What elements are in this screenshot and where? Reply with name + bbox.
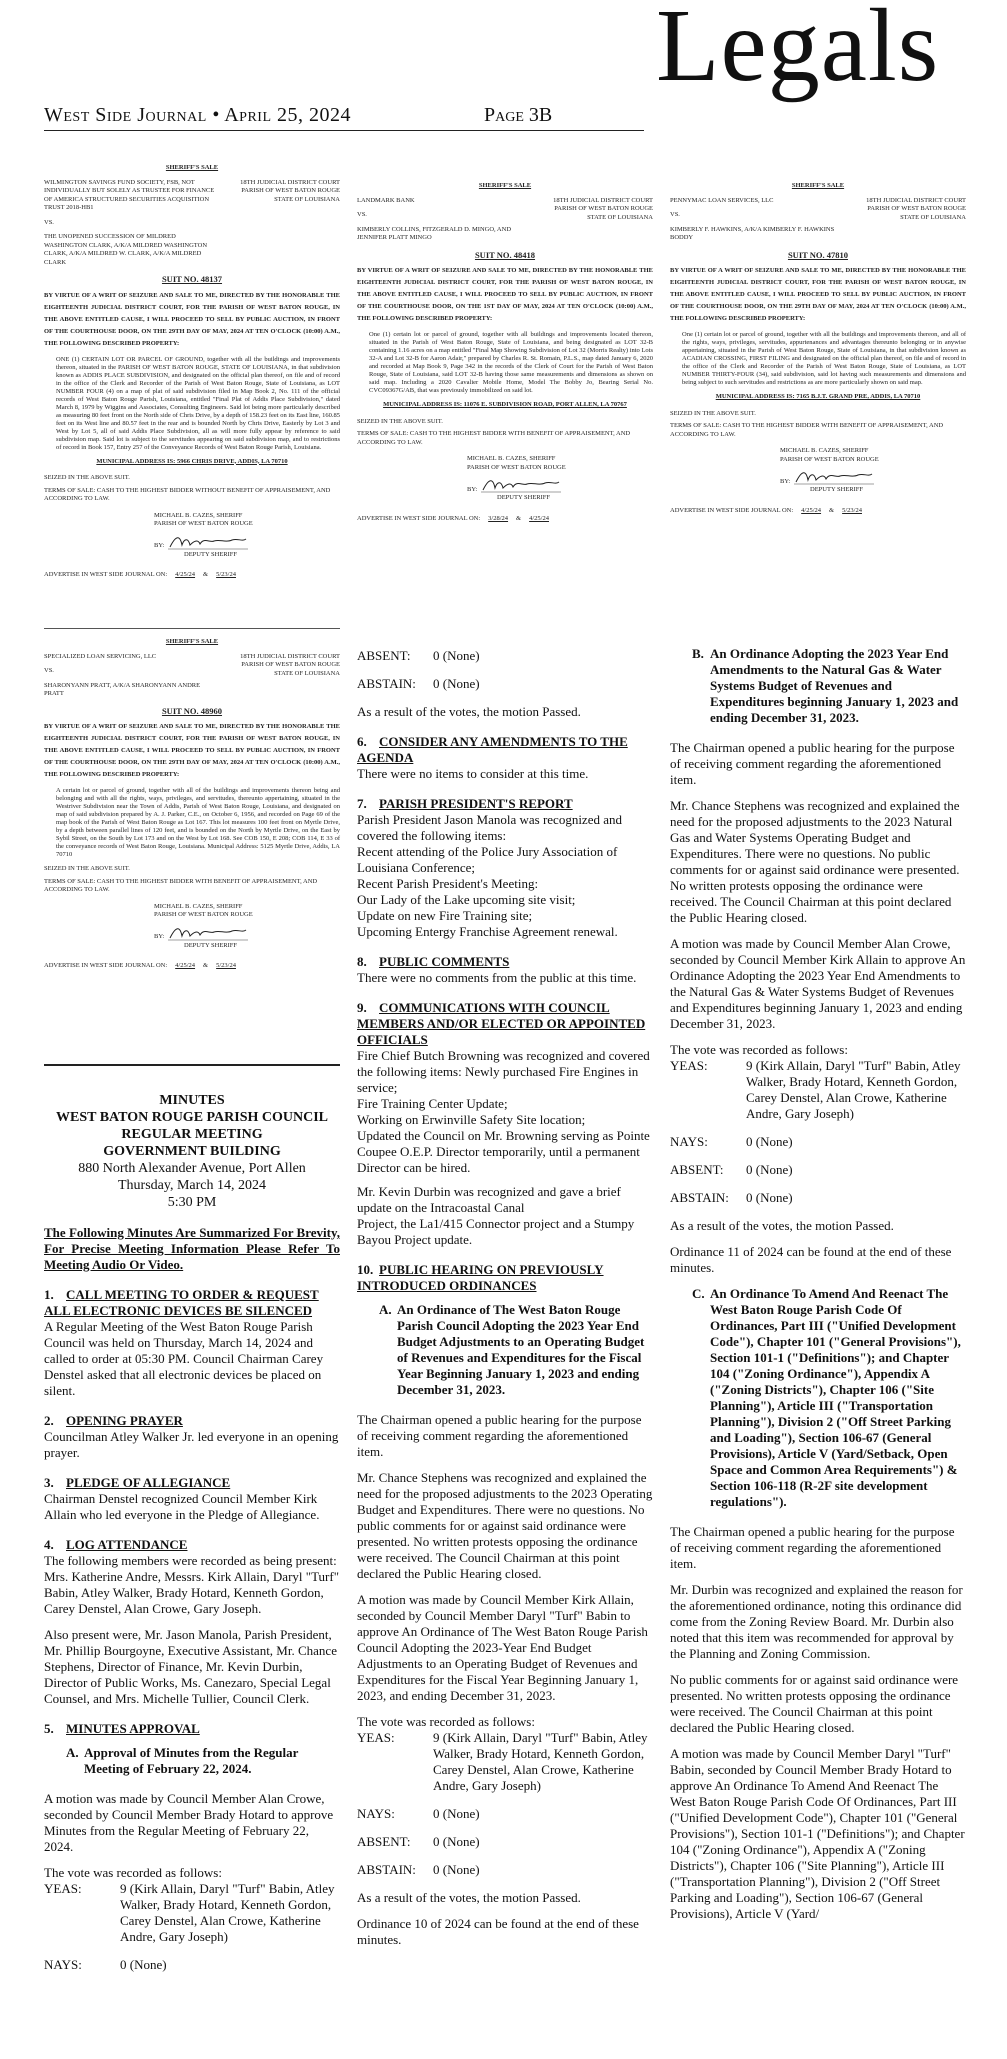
divider [44, 1064, 340, 1066]
section-number: 9. [357, 1000, 367, 1015]
notice-seized: SEIZED IN THE ABOVE SUIT. [44, 474, 130, 481]
notice-date-2: 5/23/24 [842, 506, 862, 514]
item-title [44, 1745, 340, 1777]
notice-plaintiff: PENNYMAC LOAN SERVICES, LLC [670, 196, 774, 204]
notice-sheriff-parish: PARISH OF WEST BATON ROUGE [154, 520, 253, 527]
section-opening-prayer [44, 1413, 340, 1461]
notice-deputy: DEPUTY SHERIFF [184, 550, 238, 558]
section-number: 7. [357, 796, 367, 811]
notice-suit-number: SUIT NO. 47810 [787, 249, 849, 260]
section-body: The following members were recorded as being present: Mrs. Katherine Andre, Messrs. Kirk Allain, Daryl "Turf" Babin, Atley Walker, Brady Hotard, Kenneth Gordon, Carey Denstel, Alan Crowe, Gary Joseph. [44, 1553, 340, 1616]
vote-result: As a result of the votes, the motion Passed. [357, 1890, 581, 1905]
vote-label: ABSENT: [357, 648, 411, 663]
hearing-text: The Chairman opened a public hearing for the purpose of receiving comment regarding the aforementioned item. [670, 740, 955, 787]
notice-date-2: 5/23/24 [216, 962, 236, 969]
vote-intro: The vote was recorded as follows: [357, 1714, 535, 1729]
section-body: There were no comments from the public at this time. [357, 970, 637, 985]
vote-nays [357, 1806, 653, 1822]
notice-defendant: KIMBERLY COLLINS, FITZGERALD D. MINGO, AND JENNIFER PLATT MINGO [357, 225, 512, 241]
report-line: Recent Parish President's Meeting: [357, 876, 539, 891]
notice-signature [154, 924, 340, 942]
section-body: There were no items to consider at this time. [357, 766, 589, 781]
notice-suit-number: SUIT NO. 48960 [161, 705, 223, 716]
notice-address: MUNICIPAL ADDRESS IS: 7165 B.J.T. GRAND PRE, ADDIS, LA 70710 [715, 393, 921, 400]
notice-plaintiff: WILMINGTON SAVINGS FUND SOCIETY, FSB, NOT INDIVIDUALLY BUT SOLELY AS TRUSTEE FOR FINANCE OF AMERICA STRUCTURED SECURITIES ACQUISITION TRUST 2018-HB1 [44, 178, 215, 211]
vote-intro: The vote was recorded as follows: [44, 1865, 222, 1880]
notice-amp: & [203, 571, 209, 578]
notice-terms: TERMS OF SALE: CASH TO THE HIGHEST BIDDER WITH BENEFIT OF APPRAISEMENT, AND ACCORDING TO LAW. [670, 422, 944, 438]
item-letter: A. [66, 1745, 79, 1760]
report-line: Recent attending of the Police Jury Association of Louisiana Conference; [357, 844, 618, 875]
notice-heading: SHERIFF'S SALE [791, 182, 845, 189]
notice-plaintiff: LANDMARK BANK [357, 196, 415, 204]
report-line: Parish President Jason Manola was recognized and covered the following items: [357, 812, 622, 843]
section-number: 2. [44, 1413, 54, 1428]
notice-signature [467, 476, 653, 494]
notice-date-2: 4/25/24 [529, 514, 549, 522]
meeting-type: REGULAR MEETING [121, 1127, 263, 1142]
vote-label: YEAS: [357, 1730, 395, 1745]
vote-yeas [670, 1058, 966, 1122]
section-title: OPENING PRAYER [66, 1413, 183, 1428]
vote-absent [357, 648, 653, 664]
notice-date-1: 4/25/24 [801, 506, 822, 514]
notice-address: MUNICIPAL ADDRESS IS: 11076 E. SUBDIVISION ROAD, PORT ALLEN, LA 70767 [383, 401, 627, 408]
section-number: 4. [44, 1537, 54, 1552]
section-title: PLEDGE OF ALLEGIANCE [66, 1475, 231, 1490]
section-title: MINUTES APPROVAL [66, 1721, 200, 1736]
vote-value: 0 (None) [746, 1134, 793, 1149]
notice-defendant: THE UNOPENED SUCCESSION OF MILDRED WASHINGTON CLARK, A/K/A MILDRED WASHINGTON CLARK, A/K/A MILDRED W. CLARK, A/K/A MILDRED CLARK [44, 233, 208, 266]
notice-heading: SHERIFF'S SALE [478, 182, 532, 189]
notice-date-1: 4/25/24 [175, 962, 196, 969]
notice-court: 18TH JUDICIAL DISTRICT COURT [240, 652, 340, 660]
ordinance-title [670, 646, 966, 726]
vote-label: NAYS: [670, 1134, 708, 1149]
notice-state: STATE OF LOUISIANA [274, 195, 340, 203]
meeting-location: GOVERNMENT BUILDING [103, 1144, 281, 1159]
notice-seized: SEIZED IN THE ABOVE SUIT. [357, 417, 443, 425]
section-presidents-report [357, 796, 653, 940]
notice-signature [154, 533, 340, 551]
notice-body: BY VIRTUE OF A WRIT OF SEIZURE AND SALE TO ME, DIRECTED BY THE HONORABLE THE EIGHTEENTH JUDICIAL DISTRICT COURT, FOR THE PARISH OF WEST BATON ROUGE, IN THE ABOVE ENTITLED CAUSE, I WILL PROCEED TO SELL BY PUBLIC AUCTION, IN FRONT OF THE COURTHOUSE DOOR, ON THE 29TH DAY OF MAY, 2024 AT TEN O'CLOCK (10:00) A.M., THE FOLLOWING DESCRIBED PROPERTY: [670, 267, 966, 322]
section-body: Also present were, Mr. Jason Manola, Parish President, Mr. Phillip Bourgoyne, Executive Assistant, Mr. Chance Stephens, Director of Finance, Mr. Kevin Durbin, Director of Public Works, Ms. Canezaro, Special Legal Counsel, and Mrs. Michelle Tullier, Council Clerk. [44, 1627, 337, 1706]
report-line: Our Lady of the Lake upcoming site visit; [357, 892, 576, 907]
vote-value: 9 (Kirk Allain, Daryl "Turf" Babin, Atley Walker, Brady Hotard, Kenneth Gordon, Carey Denstel, Alan Crowe, Katherine Andre, Gary Joseph) [746, 1058, 961, 1121]
notice-parties [44, 179, 340, 268]
notice-state: STATE OF LOUISIANA [900, 213, 966, 221]
notice-terms: TERMS OF SALE: CASH TO THE HIGHEST BIDDER WITH BENEFIT OF APPRAISEMENT, AND ACCORDING TO LAW. [357, 430, 631, 446]
signature-icon [794, 468, 874, 486]
section-number: 1. [44, 1287, 54, 1302]
ordinance-title-text: An Ordinance of The West Baton Rouge Parish Council Adopting the 2023 Year End Budget Adjustments to an Operating Budget of Revenues and Expenditures for the Fiscal Year Beginning January 1, 2023 and ending December 31, 2023. [397, 1302, 645, 1397]
notice-court: 18TH JUDICIAL DISTRICT COURT [866, 196, 966, 204]
notice-date-1: 4/25/24 [175, 571, 196, 578]
notice-property-description: A certain lot or parcel of ground, together with all of the buildings and improvements thereon being and belonging and with all the rights, ways, privileges, and servitudes, thereunto appertaining, situated in the Westriver Subdivision near the Town of Addis, Parish of West Baton Rouge, Louisiana, and designated on map of said subdivision prepared by A. J. Parker, C.E., on October 6, 1956, and recorded on Page 69 of the map book of the Parish of West Baton Rouge as Lot 167. This lot measures 100 feet front on Myrtle Drive, by a depth between parallel lines of 120 feet, and is bounded on the North by Myrtle Drive, on the East by Sybil Street, on the South by Lot 173 and on the West by Lot 168. See COB 150, E 208; COB 114, E 33 of the conveyance records of West Baton Rouge, Louisiana. Municipal Address: 5125 Myrtle Drive, Addis, LA 70710 [56, 787, 340, 858]
meeting-time: 5:30 PM [167, 1195, 217, 1210]
vote-value: 0 (None) [433, 1862, 480, 1877]
notice-amp: & [203, 962, 209, 969]
notice-amp: & [516, 514, 522, 522]
notice-deputy: DEPUTY SHERIFF [497, 494, 551, 501]
minutes-header [44, 1092, 340, 1211]
vote-value: 0 (None) [746, 1190, 793, 1205]
section-title: PUBLIC COMMENTS [379, 954, 510, 969]
notice-heading: SHERIFF'S SALE [165, 164, 219, 171]
vote-abstain [357, 676, 653, 692]
notice-suit-number: SUIT NO. 48137 [161, 274, 223, 284]
notice-advertise [44, 962, 340, 971]
vote-label: ABSENT: [357, 1834, 411, 1849]
vote-intro: The vote was recorded as follows: [670, 1042, 848, 1057]
notice-body: BY VIRTUE OF A WRIT OF SEIZURE AND SALE TO ME, DIRECTED BY THE HONORABLE THE EIGHTEENTH JUDICIAL DISTRICT COURT, FOR THE PARISH OF WEST BATON ROUGE, IN THE ABOVE ENTITLED CAUSE, I WILL PROCEED TO SELL BY PUBLIC AUCTION, IN FRONT OF THE COURTHOUSE DOOR, ON THE 29TH DAY OF MAY, 2024 AT TEN O'CLOCK (10:00) A.M., THE FOLLOWING DESCRIBED PROPERTY: [44, 723, 340, 778]
minutes-title: MINUTES [159, 1093, 225, 1108]
notice-property-description: One (1) certain lot or parcel of ground, together with all buildings and improvements located thereon, situated in the Parish of West Baton Rouge, State of Louisiana, and being designated as LOT 32-B containing 1.16 acres on a map entitled "Final Map Showing Subdivision of Lot 32 (Morris Realty) into Lots 32-A and Lot 32-B for Aaron Adair," prepared by Charles R. St. Romain, P.L.S., map dated January 6, 2020 and recorded at Map Book 9, Page 342 in the records of the Clerk of Court for the Parish of West Baton Rouge, State of Louisiana, said LOT 32-B having those same measurements and dimensions as shown on said map. Including a 2020 Cavalier Mobile Home, Model The Bobby Jo, Bearing Serial No. CVC09367G/AB, that was previously immobilized on said lot. [369, 331, 653, 394]
section-title: Legals [656, 0, 940, 103]
notice-by-label: BY: [467, 485, 478, 493]
vote-yeas [357, 1730, 653, 1794]
section-title: CALL MEETING TO ORDER & REQUEST ALL ELECTRONIC DEVICES BE SILENCED [44, 1287, 319, 1318]
vote-label: NAYS: [357, 1806, 395, 1821]
comm-line: Fire Chief Butch Browning was recognized and covered the following items: Newly purchased Fire Engines in service; [357, 1048, 650, 1095]
masthead [44, 0, 964, 136]
notice-advertise-label: ADVERTISE IN WEST SIDE JOURNAL ON: [44, 571, 168, 578]
vote-value: 0 (None) [433, 676, 480, 691]
notice-sheriff-parish: PARISH OF WEST BATON ROUGE [780, 455, 879, 463]
issue-line: West Side Journal • April 25, 2024 [44, 104, 352, 126]
meeting-date: Thursday, March 14, 2024 [117, 1178, 266, 1193]
section-number: 3. [44, 1475, 54, 1490]
notice-vs: VS. [44, 667, 54, 674]
notice-sheriff-parish: PARISH OF WEST BATON ROUGE [467, 463, 566, 471]
report-line: Upcoming Entergy Franchise Agreement renewal. [357, 924, 618, 939]
section-call-to-order [44, 1287, 340, 1399]
hearing-text: Mr. Chance Stephens was recognized and explained the need for the proposed adjustments to the 2023 Operating Budget and Expenditures. There were no questions. No public comments for or against said ordinance were presented. No written protests opposing the ordinance were received. The Council Chairman at this point declared the Public Hearing closed. [357, 1470, 653, 1581]
masthead-rule [44, 130, 644, 131]
notice-body: BY VIRTUE OF A WRIT OF SEIZURE AND SALE TO ME, DIRECTED BY THE HONORABLE THE EIGHTEENTH JUDICIAL DISTRICT COURT, FOR THE PARISH OF WEST BATON ROUGE, IN THE ABOVE ENTITLED CAUSE, I WILL PROCEED TO SELL BY PUBLIC AUCTION, IN FRONT OF THE COURTHOUSE DOOR, ON THE 1ST DAY OF MAY, 2024 AT TEN O'CLOCK (10:00) A.M., THE FOLLOWING DESCRIBED PROPERTY: [357, 267, 653, 322]
notice-date-2: 5/23/24 [216, 571, 236, 578]
meeting-address: 880 North Alexander Avenue, Port Allen [78, 1161, 306, 1176]
hearing-text: The Chairman opened a public hearing for the purpose of receiving comment regarding the aforementioned item. [357, 1412, 642, 1459]
notice-sheriff: MICHAEL B. CAZES, SHERIFF [467, 455, 556, 462]
notice-property-description: One (1) certain lot or parcel of ground, together with all the buildings and improvements thereon, and all of the rights, ways, privileges, servitudes, appurtenances and advantages thereunto belonging or in anywise appertaining, situated in the Parish of West Baton Rouge, State of Louisiana, in that subdivision known as ACADIAN CROSSING, FIRST FILING and designated on the official plan thereof, on file and of record in the office of the Clerk and Recorder of the Parish of West Baton Rouge, State of Louisiana, as LOT NUMBER THIRTY-FOUR (34), said subdivision, said lot having such measurements and dimensions and being subject to such servitudes and restrictions as are more particularly shown on said map. [682, 331, 966, 386]
notice-advertise [44, 571, 340, 580]
vote-value: 9 (Kirk Allain, Daryl "Turf" Babin, Atley Walker, Brady Hotard, Kenneth Gordon, Carey Denstel, Alan Crowe, Katherine Andre, Gary Joseph) [120, 1881, 335, 1944]
section-title: PUBLIC HEARING ON PREVIOUSLY INTRODUCED ORDINANCES [357, 1262, 604, 1293]
notice-parties [670, 197, 966, 243]
notice-address: MUNICIPAL ADDRESS IS: 5966 CHRIS DRIVE, ADDIS, LA 70710 [96, 457, 288, 465]
section-number: 5. [44, 1721, 54, 1736]
section-number: 8. [357, 954, 367, 969]
notice-by-label: BY: [154, 542, 165, 549]
section-body: Councilman Atley Walker Jr. led everyone in an opening prayer. [44, 1429, 339, 1460]
vote-abstain [357, 1862, 653, 1878]
ordinance-reference: Ordinance 10 of 2024 can be found at the end of these minutes. [357, 1916, 639, 1947]
section-number: 6. [357, 734, 367, 749]
ordinance-title [357, 1302, 653, 1398]
notice-sheriff-parish: PARISH OF WEST BATON ROUGE [154, 911, 253, 918]
notice-advertise-label: ADVERTISE IN WEST SIDE JOURNAL ON: [670, 506, 794, 514]
notice-vs: VS. [44, 218, 54, 226]
section-body: A Regular Meeting of the West Baton Rouge Parish Council was held on Thursday, March 14, 2024 and called to order at 05:30 PM. Council Chairman Carey Denstel asked that all electronic devices be placed on silent. [44, 1319, 324, 1398]
notice-advertise-label: ADVERTISE IN WEST SIDE JOURNAL ON: [44, 962, 168, 969]
section-communications [357, 1000, 653, 1248]
vote-label: YEAS: [44, 1881, 82, 1896]
section-public-comments [357, 954, 653, 986]
notice-vs: VS. [357, 211, 367, 218]
comm-line: Fire Training Center Update; [357, 1096, 508, 1111]
signature-icon [481, 476, 561, 494]
ordinance-title-text: An Ordinance To Amend And Reenact The West Baton Rouge Parish Code Of Ordinances, Part III ("Unified Development Code"), Chapter 101 ("General Provisions"), Section 101-1 ("Definitions"); and Chapter 104 ("Zoning Ordinance"), Appendix A ("Zoning Districts"), Chapter 106 ("Site Planning"), Article III ("Transportation Planning"), Division 2 ("Off Street Parking and Loading"), Section 106-67 (General Provisions), Article V (Yard/Setback, Open Space and Common Area Requirements") & Section 106-118 (R-2F site development regulations"). [710, 1286, 961, 1509]
notice-parish: PARISH OF WEST BATON ROUGE [241, 661, 340, 668]
vote-label: NAYS: [44, 1957, 82, 1972]
vote-value: 9 (Kirk Allain, Daryl "Turf" Babin, Atley Walker, Brady Hotard, Kenneth Gordon, Carey Denstel, Alan Crowe, Katherine Andre, Gary Joseph) [433, 1730, 648, 1793]
vote-yeas [44, 1881, 340, 1945]
sheriff-sale-notice [357, 182, 653, 523]
ordinance-title-text: An Ordinance Adopting the 2023 Year End Amendments to the Natural Gas & Water Systems Budget of Revenues and Expenditures beginning January 1, 2023 and ending December 31, 2023. [710, 646, 959, 725]
signature-icon [168, 924, 248, 942]
notice-state: STATE OF LOUISIANA [587, 213, 653, 221]
section-public-hearing [357, 1262, 653, 1948]
notice-parties [44, 653, 340, 699]
hearing-text: The Chairman opened a public hearing for the purpose of receiving comment regarding the aforementioned item. [670, 1524, 955, 1571]
notice-by-label: BY: [780, 477, 791, 485]
notice-by-label: BY: [154, 933, 165, 940]
comm-line: Project, the La1/415 Connector project and a Stumpy Bayou Project update. [357, 1216, 635, 1247]
notice-sheriff: MICHAEL B. CAZES, SHERIFF [154, 511, 243, 519]
hearing-text: Mr. Chance Stephens was recognized and explained the need for the proposed adjustments to the 2023 Natural Gas and Water Systems Operating Budget and Expenditures. There were no questions. No public comments for or against said ordinance were presented. No written protests opposing the ordinance were received. The Council Chairman at this point declared the Public Hearing closed. [670, 798, 960, 925]
vote-value: 0 (None) [433, 648, 480, 663]
section-attendance [44, 1537, 340, 1707]
notice-deputy: DEPUTY SHERIFF [810, 486, 864, 493]
vote-value: 0 (None) [433, 1834, 480, 1849]
section-amendments [357, 734, 653, 782]
ordinance-reference: Ordinance 11 of 2024 can be found at the end of these minutes. [670, 1244, 952, 1275]
notice-parish: PARISH OF WEST BATON ROUGE [241, 187, 340, 194]
notice-defendant: SHARONYANN PRATT, A/K/A SHARONYANN ANDRE PRATT [44, 681, 201, 697]
vote-absent [670, 1162, 966, 1178]
notice-state: STATE OF LOUISIANA [274, 669, 340, 677]
divider [44, 628, 340, 629]
notice-advertise [670, 507, 966, 516]
vote-result: As a result of the votes, the motion Passed. [670, 1218, 894, 1233]
section-body: Chairman Denstel recognized Council Member Kirk Allain who led everyone in the Pledge of Allegiance. [44, 1491, 320, 1522]
vote-absent [357, 1834, 653, 1850]
sheriff-sale-notice [670, 182, 966, 515]
comm-line: Mr. Kevin Durbin was recognized and gave a brief update on the Intracoastal Canal [357, 1184, 621, 1215]
vote-label: ABSTAIN: [357, 1862, 416, 1877]
vote-label: ABSTAIN: [670, 1190, 729, 1205]
section-title: PARISH PRESIDENT'S REPORT [379, 796, 573, 811]
comm-line: Updated the Council on Mr. Browning serving as Pointe Coupee O.E.P. Director temporarily, until a permanent Director can be hired. [357, 1128, 650, 1175]
item-letter: A. [379, 1302, 392, 1317]
notice-terms: TERMS OF SALE: CASH TO THE HIGHEST BIDDER WITH BENEFIT OF APPRAISEMENT, AND ACCORDING TO LAW. [44, 877, 318, 893]
vote-result: As a result of the votes, the motion Passed. [357, 704, 581, 719]
sheriff-sale-notice [44, 638, 340, 971]
section-title: CONSIDER ANY AMENDMENTS TO THE AGENDA [357, 734, 628, 765]
notice-defendant: KIMBERLY F. HAWKINS, A/K/A KIMBERLY F. HAWKINS BODDY [670, 225, 835, 241]
notice-advertise-label: ADVERTISE IN WEST SIDE JOURNAL ON: [357, 514, 481, 522]
vote-abstain [670, 1190, 966, 1206]
notice-parish: PARISH OF WEST BATON ROUGE [867, 205, 966, 212]
vote-value: 0 (None) [433, 1806, 480, 1821]
item-title-text: Approval of Minutes from the Regular Meeting of February 22, 2024. [84, 1745, 299, 1776]
motion-text: A motion was made by Council Member Kirk Allain, seconded by Council Member Daryl "Turf" Babin to approve An Ordinance of The West Baton Rouge Parish Council Adopting the 2023-Year End Budget Adjustments to an Operating Budget of Revenues and Expenditures for the Fiscal Year Beginning January 1, 2023, and ending December 31, 2023. [357, 1592, 648, 1703]
notice-advertise [357, 515, 653, 524]
vote-label: ABSTAIN: [357, 676, 416, 691]
section-title: LOG ATTENDANCE [66, 1537, 188, 1552]
notice-parish: PARISH OF WEST BATON ROUGE [554, 205, 653, 212]
notice-court: 18TH JUDICIAL DISTRICT COURT [240, 178, 340, 186]
section-minutes-approval [44, 1721, 340, 1973]
notice-property-description: ONE (1) CERTAIN LOT OR PARCEL OF GROUND, together with all the buildings and improvements thereon, situated in the PARISH OF WEST BATON ROUGE, STATE OF LOUISIANA, in that subdivision known as ADDIS PLACE SUBDIVISION, and designated on the official plan thereof, on file and of record in the office of the Clerk and Recorder of the Parish of West Baton Rouge, State of Louisiana, as LOT NUMBER FOUR (4) on a map of plat of said subdivision filed in Map Book 2, No. 111 of the official records of West Baton Rouge Parish, Louisiana, entitled "Final Plat of Addis Place Subdivision," dated March 8, 1979 by Wiggins and Associates, Consulting Engineers. Said lot being more particularly described as measuring 80 feet front on the North side of Chris Drive, by a depth of 158.23 feet on its East line, 160.85 feet on its West line and 80.57 feet in the rear and is bounded North by Chris Drive, Easterly by Lot 3 and West by Lot 5, all of said Addis Place Subdivision, all as will more fully appear by reference to said subdivision map. Said lot is subject to the servitudes appearing on said subdivision map, and to restrictions of record in Book 157, Entry 257 of the Conveyance Records of West Baton Rouge Parish, Louisiana. [56, 355, 340, 451]
vote-label: ABSENT: [670, 1162, 724, 1177]
minutes-column-1 [44, 1092, 340, 1985]
motion-text: A motion was made by Council Member Alan Crowe, seconded by Council Member Kirk Allain to approve An Ordinance Adopting the 2023 Year End Amendments to the Natural Gas & Water Systems Budget of Revenues and Expenditures beginning January 1, 2023 and ending December 31, 2023. [670, 936, 966, 1031]
notice-seized: SEIZED IN THE ABOVE SUIT. [670, 409, 756, 417]
council-name: WEST BATON ROUGE PARISH COUNCIL [55, 1110, 328, 1125]
notice-plaintiff: SPECIALIZED LOAN SERVICING, LLC [44, 652, 157, 660]
item-letter: B. [692, 646, 704, 661]
motion-text: A motion was made by Council Member Alan Crowe, seconded by Council Member Brady Hotard to approve Minutes from the Regular Meeting of February 22, 2024. [44, 1791, 334, 1854]
notice-court: 18TH JUDICIAL DISTRICT COURT [553, 196, 653, 204]
notice-parties [357, 197, 653, 243]
report-line: Update on new Fire Training site; [357, 908, 533, 923]
item-letter: C. [692, 1286, 705, 1301]
comm-line: Working on Erwinville Safety Site location; [357, 1112, 586, 1127]
vote-value: 0 (None) [746, 1162, 793, 1177]
vote-nays [670, 1134, 966, 1150]
notice-heading: SHERIFF'S SALE [165, 638, 219, 645]
notice-amp: & [829, 506, 835, 514]
sheriff-sale-notice [44, 164, 340, 580]
notice-deputy: DEPUTY SHERIFF [184, 941, 238, 949]
notice-suit-number: SUIT NO. 48418 [474, 249, 536, 260]
notice-seized: SEIZED IN THE ABOVE SUIT. [44, 865, 130, 872]
ordinance-title [670, 1286, 966, 1510]
vote-nays [44, 1957, 340, 1973]
notice-sheriff: MICHAEL B. CAZES, SHERIFF [154, 902, 243, 910]
vote-value: 0 (None) [120, 1957, 167, 1972]
notice-terms: TERMS OF SALE: CASH TO THE HIGHEST BIDDER WITHOUT BENEFIT OF APPRAISEMENT, AND ACCORDING TO LAW. [44, 486, 331, 502]
section-pledge [44, 1475, 340, 1523]
notice-vs: VS. [670, 211, 680, 218]
minutes-column-2 [357, 648, 653, 1958]
hearing-text: Mr. Durbin was recognized and explained the reason for the aforementioned ordinance, noting this ordinance did come from the Zoning Review Board. Mr. Durbin also noted that this item was recommended for approval by the Planning and Zoning Commission. [670, 1582, 963, 1661]
page-number: Page 3B [484, 104, 553, 126]
signature-icon [168, 533, 248, 551]
notice-body: BY VIRTUE OF A WRIT OF SEIZURE AND SALE TO ME, DIRECTED BY THE HONORABLE THE EIGHTEENTH JUDICIAL DISTRICT COURT, FOR THE PARISH OF WEST BATON ROUGE, IN THE ABOVE ENTITLED CAUSE, I WILL PROCEED TO SELL BY PUBLIC AUCTION, IN FRONT OF THE COURTHOUSE DOOR, ON THE 29TH DAY OF MAY, 2024 AT TEN O'CLOCK (10:00) A.M., THE FOLLOWING DESCRIBED PROPERTY: [44, 291, 340, 347]
section-number: 10. [357, 1262, 374, 1277]
notice-signature [780, 468, 966, 486]
minutes-intro-note: The Following Minutes Are Summarized For Brevity, For Precise Meeting Information Please Refer To Meeting Audio Or Video. [44, 1225, 340, 1272]
notice-date-1: 3/28/24 [488, 514, 509, 522]
section-title: COMMUNICATIONS WITH COUNCIL MEMBERS AND/OR ELECTED OR APPOINTED OFFICIALS [357, 1000, 646, 1047]
hearing-text: No public comments for or against said ordinance were presented. No written protests opposing the ordinance were received. The Council Chairman at this point declared the Public Hearing closed. [670, 1672, 959, 1735]
minutes-column-3 [670, 646, 966, 1932]
vote-label: YEAS: [670, 1058, 708, 1073]
notice-sheriff: MICHAEL B. CAZES, SHERIFF [780, 447, 869, 454]
motion-text: A motion was made by Council Member Daryl "Turf" Babin, seconded by Council Member Brady Hotard to approve An Ordinance To Amend And Reenact The West Baton Rouge Parish Code Of Ordinances, Part III ("Unified Development Code"), Chapter 101 ("General Provisions"), Section 101-1 ("Definitions"); and Chapter 104 ("Zoning Ordinance"), Appendix A ("Zoning Districts"), Chapter 106 ("Site Planning"), Article III ("Transportation Planning"), Division 2 ("Off Street Parking and Loading"), Section 106-67 (General Provisions), Article V (Yard/ [670, 1746, 965, 1921]
